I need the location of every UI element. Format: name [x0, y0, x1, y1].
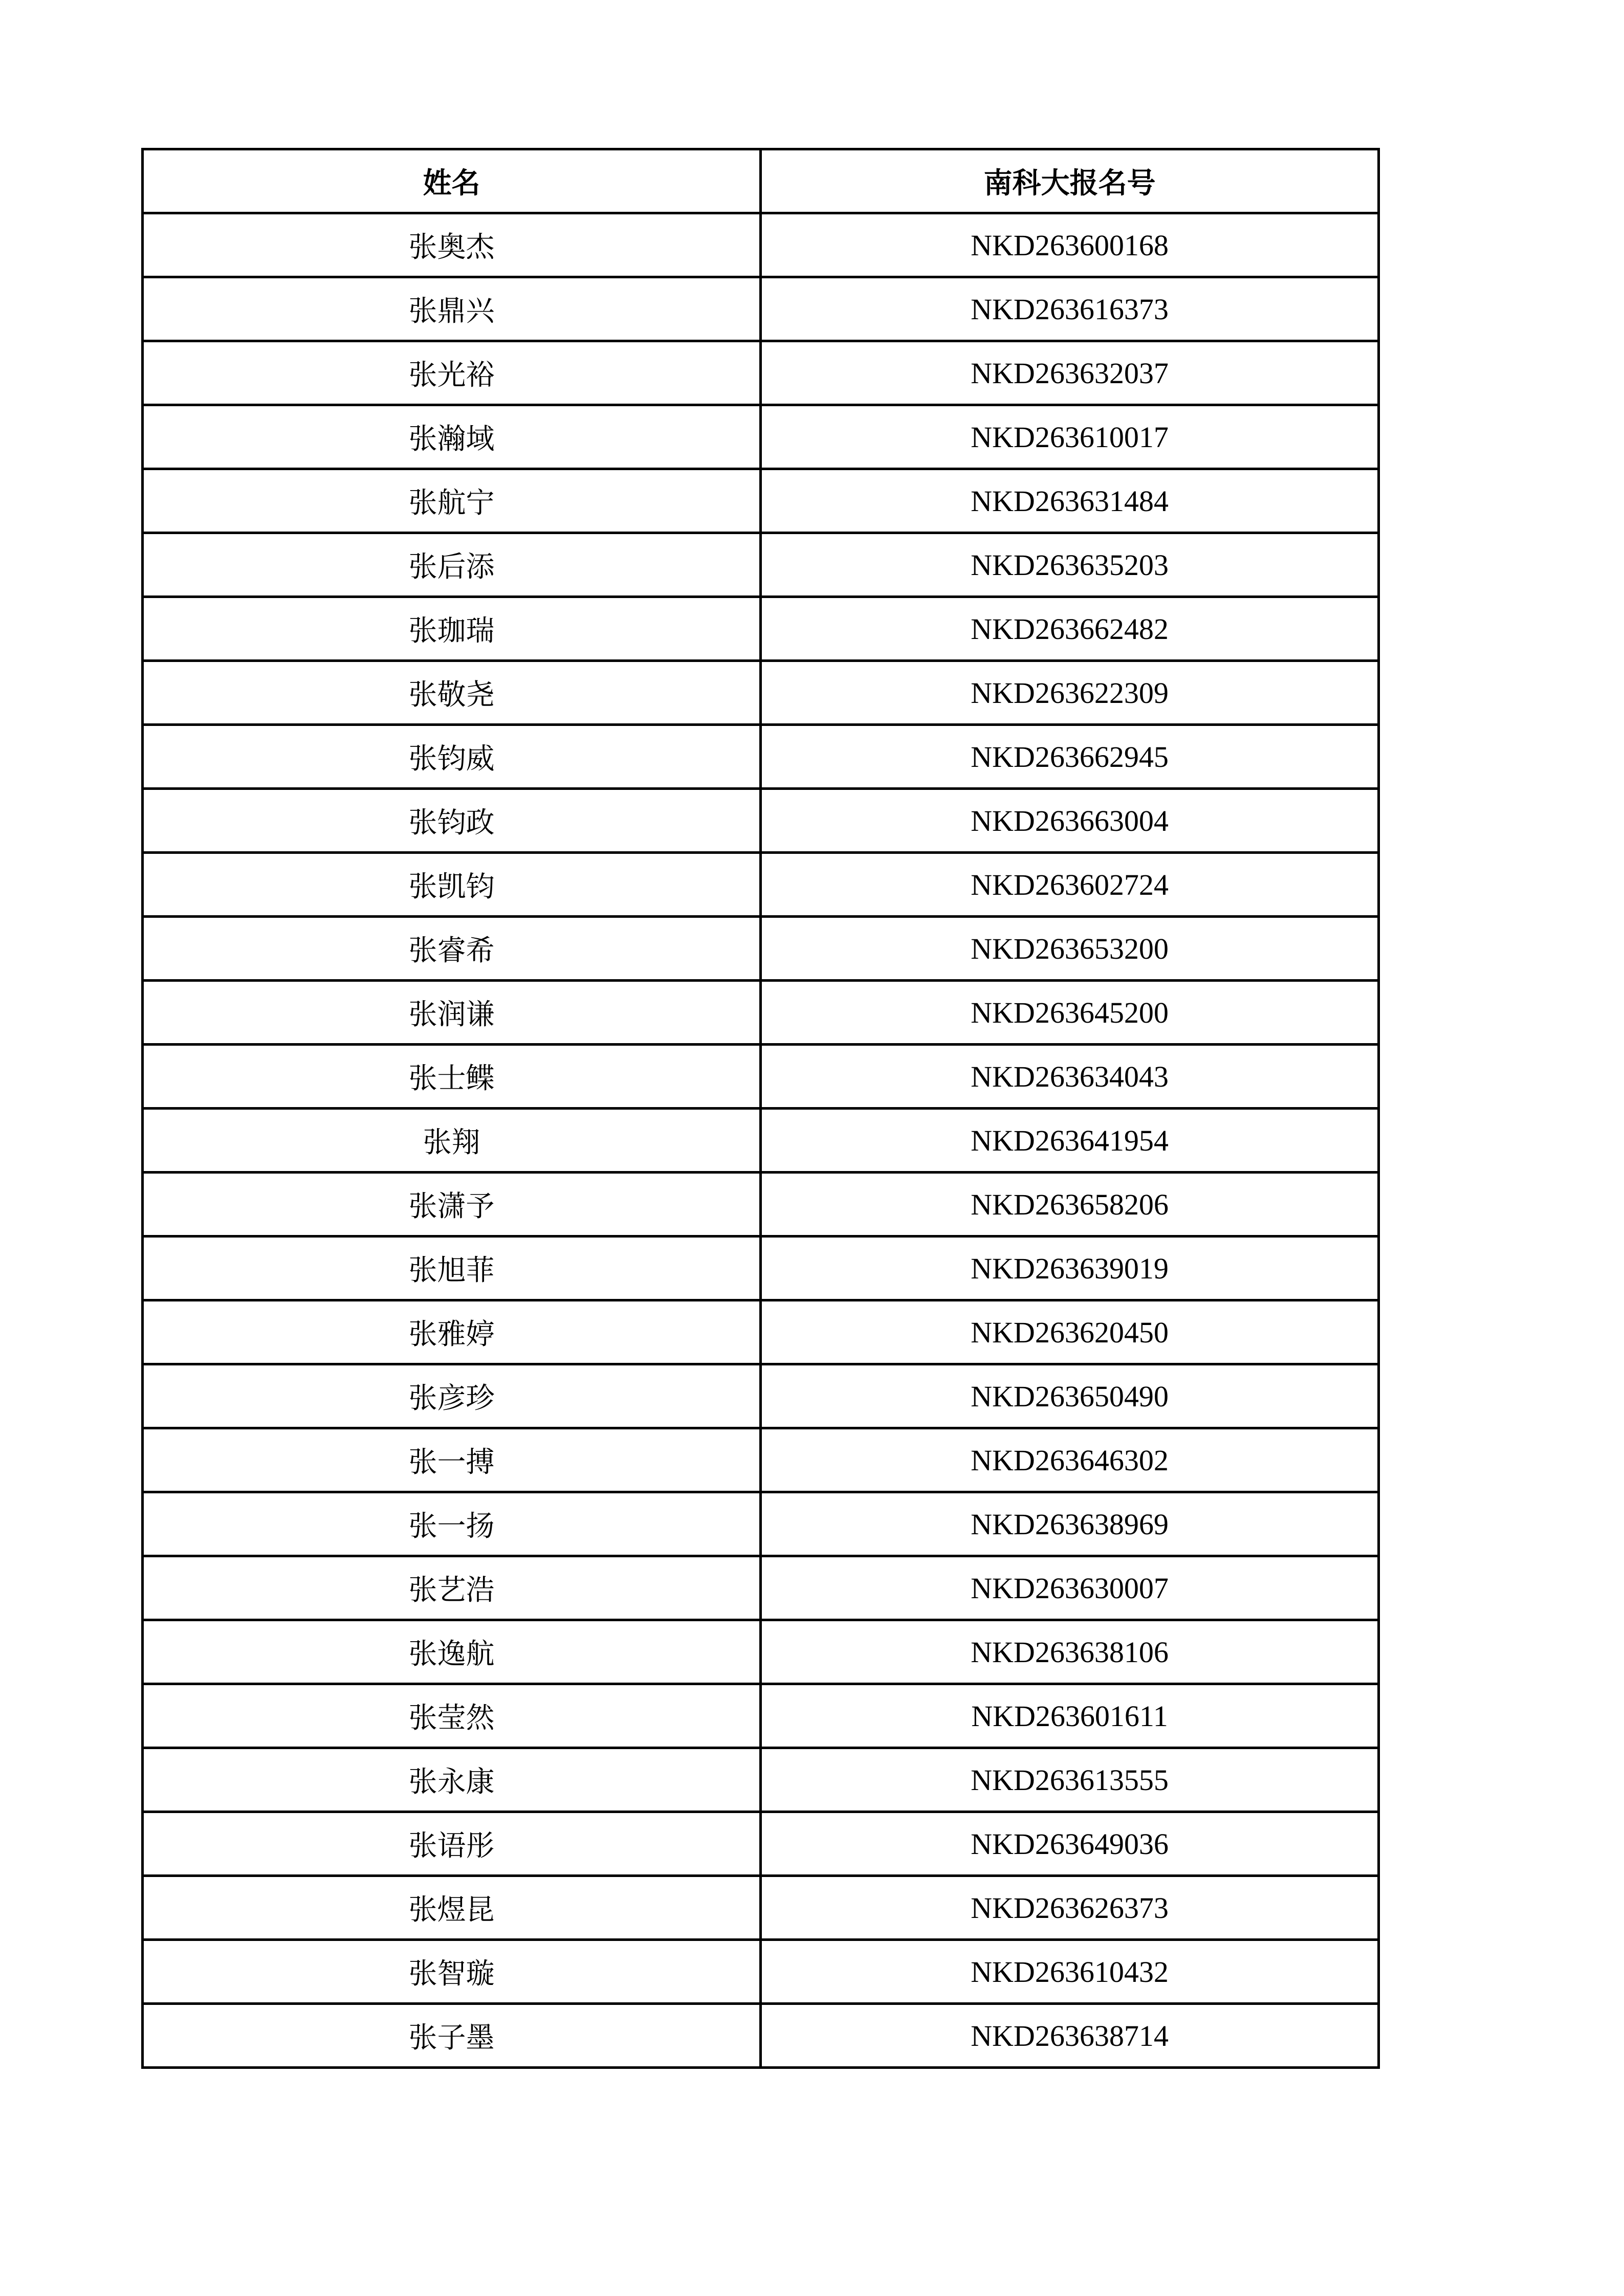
registration-number-cell: NKD263639019 [761, 1237, 1379, 1300]
table-row [143, 533, 1379, 597]
header-row [143, 149, 1379, 213]
table-row [143, 981, 1379, 1045]
column-header-registration-number: 南科大报名号 [761, 149, 1379, 213]
table-row [143, 1300, 1379, 1364]
registration-number-cell: NKD263645200 [761, 981, 1379, 1045]
name-cell: 张潇予 [143, 1173, 761, 1237]
table-header [143, 149, 1379, 213]
registration-number-cell: NKD263635203 [761, 533, 1379, 597]
name-cell: 张语彤 [143, 1812, 761, 1876]
name-cell: 张后添 [143, 533, 761, 597]
registration-number-cell: NKD263653200 [761, 917, 1379, 981]
table-row [143, 1748, 1379, 1812]
table-row [143, 213, 1379, 277]
table-row [143, 725, 1379, 789]
table-row [143, 789, 1379, 853]
name-cell: 张士鲽 [143, 1045, 761, 1109]
table-row [143, 597, 1379, 661]
table-row [143, 341, 1379, 405]
name-cell: 张永康 [143, 1748, 761, 1812]
registration-number-cell: NKD263620450 [761, 1300, 1379, 1364]
table-row [143, 1812, 1379, 1876]
name-cell: 张钧政 [143, 789, 761, 853]
name-cell: 张光裕 [143, 341, 761, 405]
table-row [143, 853, 1379, 917]
name-cell: 张凯钧 [143, 853, 761, 917]
name-cell: 张旭菲 [143, 1237, 761, 1300]
name-cell: 张睿希 [143, 917, 761, 981]
table-row [143, 1428, 1379, 1492]
registration-table [141, 148, 1380, 2069]
name-cell: 张奥杰 [143, 213, 761, 277]
name-cell: 张航宁 [143, 469, 761, 533]
name-cell: 张艺浩 [143, 1556, 761, 1620]
name-cell: 张珈瑞 [143, 597, 761, 661]
registration-number-cell: NKD263646302 [761, 1428, 1379, 1492]
table-row [143, 1556, 1379, 1620]
table-row [143, 1364, 1379, 1428]
name-cell: 张智璇 [143, 1940, 761, 2004]
name-cell: 张雅婷 [143, 1300, 761, 1364]
table-row [143, 277, 1379, 341]
registration-number-cell: NKD263630007 [761, 1556, 1379, 1620]
name-cell: 张敬尧 [143, 661, 761, 725]
registration-number-cell: NKD263638969 [761, 1492, 1379, 1556]
registration-number-cell: NKD263602724 [761, 853, 1379, 917]
name-cell: 张翔 [143, 1109, 761, 1173]
name-cell: 张莹然 [143, 1684, 761, 1748]
table-row [143, 1684, 1379, 1748]
registration-number-cell: NKD263610017 [761, 405, 1379, 469]
registration-number-cell: NKD263650490 [761, 1364, 1379, 1428]
table-row [143, 405, 1379, 469]
table-row [143, 1940, 1379, 2004]
registration-number-cell: NKD263641954 [761, 1109, 1379, 1173]
name-cell: 张子墨 [143, 2004, 761, 2068]
table-row [143, 1876, 1379, 1940]
name-cell: 张钧威 [143, 725, 761, 789]
registration-number-cell: NKD263662945 [761, 725, 1379, 789]
registration-number-cell: NKD263632037 [761, 341, 1379, 405]
registration-number-cell: NKD263649036 [761, 1812, 1379, 1876]
registration-number-cell: NKD263634043 [761, 1045, 1379, 1109]
registration-number-cell: NKD263658206 [761, 1173, 1379, 1237]
table-row [143, 917, 1379, 981]
name-cell: 张鼎兴 [143, 277, 761, 341]
column-header-name: 姓名 [143, 149, 761, 213]
table-row [143, 1492, 1379, 1556]
registration-number-cell: NKD263613555 [761, 1748, 1379, 1812]
registration-number-cell: NKD263638714 [761, 2004, 1379, 2068]
table-row [143, 1045, 1379, 1109]
registration-number-cell: NKD263622309 [761, 661, 1379, 725]
registration-number-cell: NKD263663004 [761, 789, 1379, 853]
name-cell: 张煜昆 [143, 1876, 761, 1940]
name-cell: 张一搏 [143, 1428, 761, 1492]
registration-number-cell: NKD263616373 [761, 277, 1379, 341]
name-cell: 张瀚域 [143, 405, 761, 469]
registration-number-cell: NKD263631484 [761, 469, 1379, 533]
registration-number-cell: NKD263601611 [761, 1684, 1379, 1748]
registration-number-cell: NKD263626373 [761, 1876, 1379, 1940]
table-body [143, 213, 1379, 2068]
table-row [143, 2004, 1379, 2068]
table-row [143, 661, 1379, 725]
name-cell: 张润谦 [143, 981, 761, 1045]
name-cell: 张彦珍 [143, 1364, 761, 1428]
table-row [143, 1173, 1379, 1237]
name-cell: 张一扬 [143, 1492, 761, 1556]
table-row [143, 469, 1379, 533]
table-row [143, 1620, 1379, 1684]
registration-number-cell: NKD263600168 [761, 213, 1379, 277]
table-row [143, 1237, 1379, 1300]
registration-number-cell: NKD263638106 [761, 1620, 1379, 1684]
table-row [143, 1109, 1379, 1173]
name-cell: 张逸航 [143, 1620, 761, 1684]
registration-number-cell: NKD263610432 [761, 1940, 1379, 2004]
registration-number-cell: NKD263662482 [761, 597, 1379, 661]
